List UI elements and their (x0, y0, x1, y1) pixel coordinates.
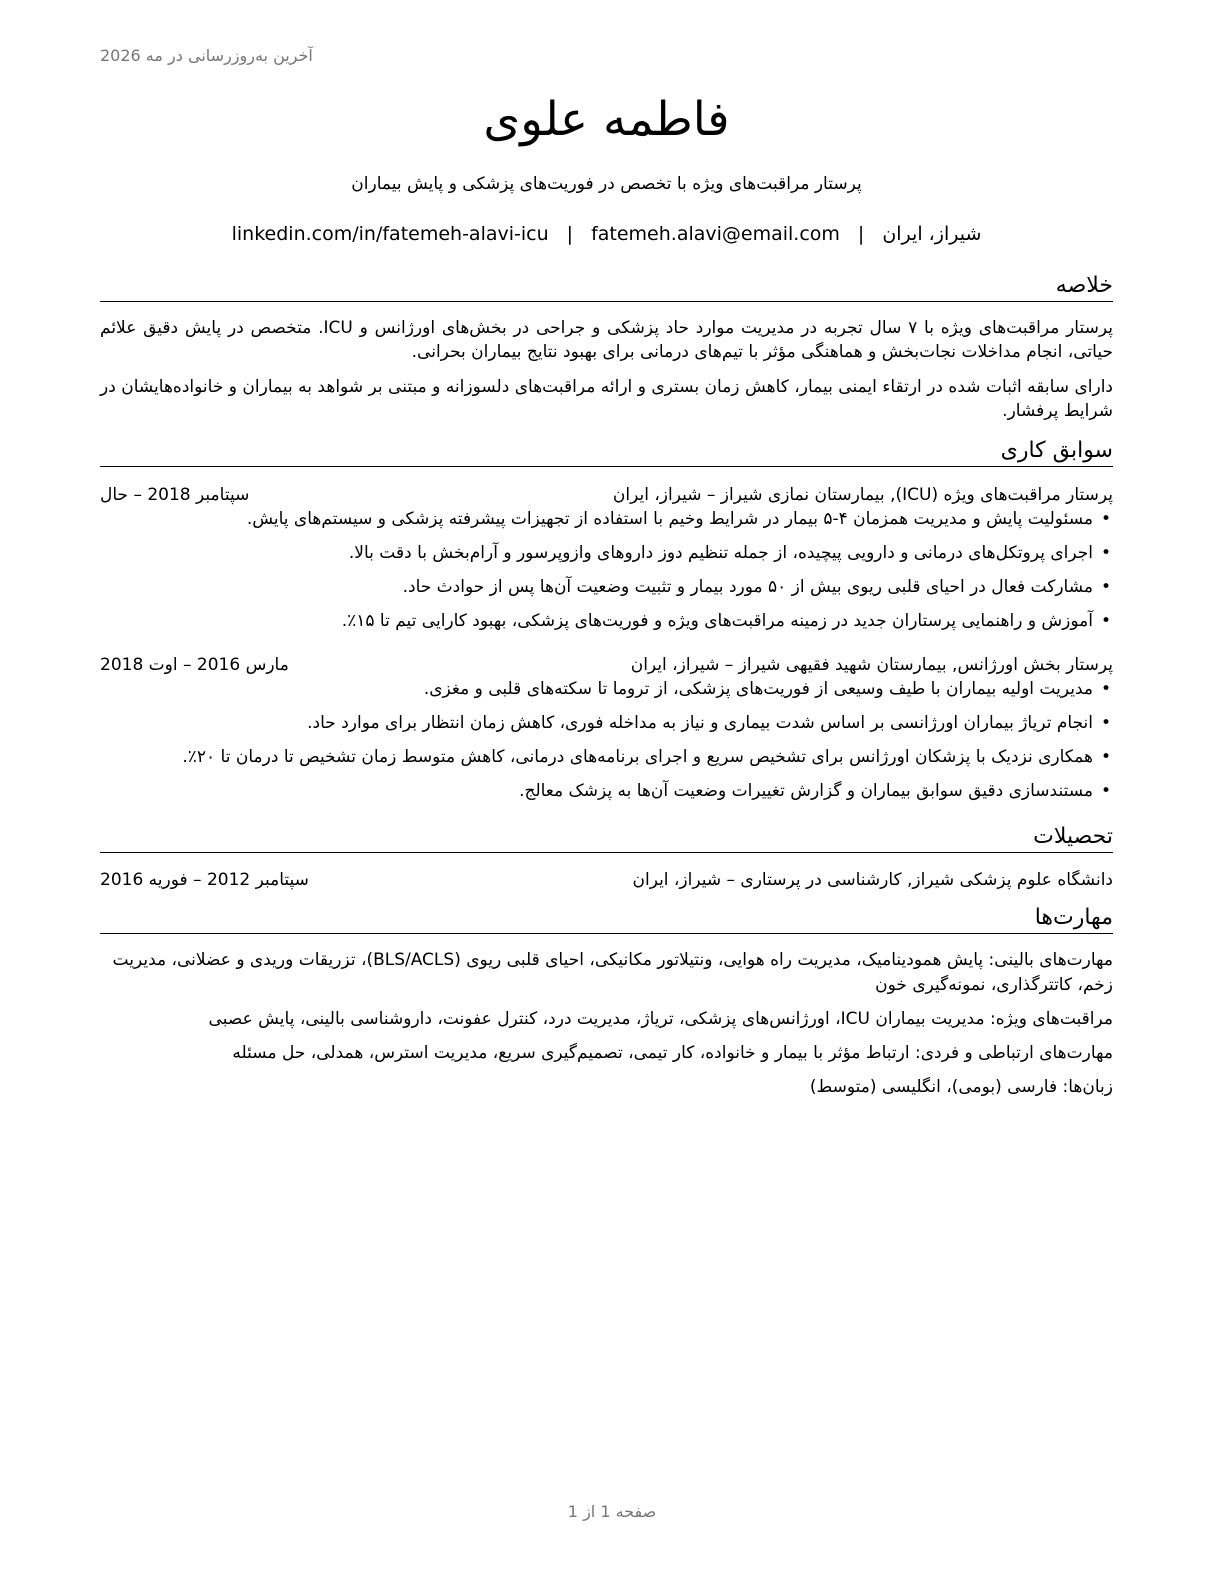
job-bullet: • مستندسازی دقیق سوابق بیماران و گزارش تغییرات وضعیت آن‌ها به پزشک معالج. (519, 781, 1111, 801)
experience-section-title: سوابق کاری (100, 437, 1113, 467)
job-bullet-list (100, 677, 1113, 803)
job-title: پرستار بخش اورژانس, بیمارستان شهید فقیهی شیراز – شیراز، ایران (630, 655, 1113, 675)
bullet-icon: • (1100, 679, 1111, 699)
education-entry (100, 868, 1113, 892)
job-header (100, 483, 1113, 507)
job-bullet: • همکاری نزدیک با پزشکان اورژانس برای تشخیص سریع و اجرای برنامه‌های درمانی، کاهش متوسط زمان تشخیص تا درمان تا ۲۰٪. (182, 747, 1111, 767)
resume-page (100, 90, 1113, 1100)
summary-paragraph: دارای سابقه اثبات شده در ارتقاء ایمنی بیمار، کاهش زمان بستری و ارائه مراقبت‌های دلسوزانه و مبتنی بر شواهد به بیماران و خانواده‌هایشان در شرایط پرفشار. (100, 377, 1113, 421)
contact-line (100, 221, 1113, 247)
linkedin-link[interactable]: linkedin.com/in/fatemeh-alavi-icu (231, 223, 549, 245)
education-dates: سپتامبر 2012 – فوریه 2016 (100, 870, 309, 890)
page-number: صفحه 1 از 1 (567, 1502, 657, 1521)
skill-line: زبان‌ها: فارسی (بومی)، انگلیسی (متوسط) (809, 1077, 1113, 1097)
skills-list (100, 948, 1113, 1100)
job-bullet-list (100, 507, 1113, 633)
location-text: شیراز، ایران (882, 223, 982, 245)
skill-line: مهارت‌های بالینی: پایش همودینامیک، مدیریت راه هوایی، ونتیلاتور مکانیکی، احیای قلبی ریوی (BLS/ACLS)، تزریقات وریدی و عضلانی، مدیریت زخم، کاتترگذاری، نمونه‌گیری خون (112, 950, 1113, 995)
education-section-title: تحصیلات (100, 823, 1113, 853)
bullet-icon: • (1100, 713, 1111, 733)
bullet-icon: • (1100, 543, 1111, 563)
candidate-name: فاطمه علوی (483, 92, 730, 147)
last-updated-note: آخرین به‌روزرسانی در مه 2026 (100, 46, 313, 65)
job-entry (100, 483, 1113, 633)
bullet-icon: • (1100, 747, 1111, 767)
summary-paragraph: پرستار مراقبت‌های ویژه با ۷ سال تجربه در مدیریت موارد حاد پزشکی و جراحی در بخش‌های اورژانس و ICU. متخصص در پایش دقیق علائم حیاتی، انجام مداخلات نجات‌بخش و هماهنگی مؤثر با تیم‌های درمانی برای بهبود نتایج بیماران بحرانی. (100, 318, 1113, 362)
skill-line: مهارت‌های ارتباطی و فردی: ارتباط مؤثر با بیمار و خانواده، کار تیمی، تصمیم‌گیری سریع، مدیریت استرس، همدلی، حل مسئله (232, 1043, 1113, 1063)
job-bullet: • مدیریت اولیه بیماران با طیف وسیعی از فوریت‌های پزشکی، از تروما تا سکته‌های قلبی و مغزی. (423, 679, 1111, 699)
job-bullet: • آموزش و راهنمایی پرستاران جدید در زمینه مراقبت‌های ویژه و فوریت‌های پزشکی، بهبود کارایی تیم تا ۱۵٪. (341, 611, 1111, 631)
bullet-icon: • (1100, 509, 1111, 529)
candidate-headline: پرستار مراقبت‌های ویژه با تخصص در فوریت‌های پزشکی و پایش بیماران (351, 174, 862, 194)
education-title: دانشگاه علوم پزشکی شیراز, کارشناسی در پرستاری – شیراز، ایران (632, 870, 1113, 890)
bullet-icon: • (1100, 611, 1111, 631)
job-title: پرستار مراقبت‌های ویژه (ICU), بیمارستان نمازی شیراز – شیراز، ایران (612, 485, 1113, 505)
job-entry (100, 653, 1113, 803)
job-bullet: • مسئولیت پایش و مدیریت همزمان ۴-۵ بیمار در شرایط وخیم با استفاده از تجهیزات پیشرفته پزشکی و سیستم‌های پایش. (246, 509, 1111, 529)
summary-section-title: خلاصه (100, 272, 1113, 302)
bullet-icon: • (1100, 577, 1111, 597)
bullet-icon: • (1100, 781, 1111, 801)
job-dates: مارس 2016 – اوت 2018 (100, 655, 289, 675)
contact-separator: | (857, 223, 865, 245)
skills-section-title: مهارت‌ها (100, 904, 1113, 934)
job-bullet: • انجام تریاژ بیماران اورژانسی بر اساس شدت بیماری و نیاز به مداخله فوری، کاهش زمان انتظار برای موارد حاد. (307, 713, 1111, 733)
job-bullet: • اجرای پروتکل‌های درمانی و دارویی پیچیده، از جمله تنظیم دوز داروهای وازوپرسور و آرام‌بخش با دقت بالا. (348, 543, 1111, 563)
email-link[interactable]: fatemeh.alavi@email.com (591, 223, 840, 245)
skill-line: مراقبت‌های ویژه: مدیریت بیماران ICU، اورژانس‌های پزشکی، تریاژ، مدیریت درد، کنترل عفونت، داروشناسی بالینی، پایش عصبی (208, 1009, 1113, 1029)
contact-separator: | (566, 223, 574, 245)
job-header (100, 653, 1113, 677)
job-bullet: • مشارکت فعال در احیای قلبی ریوی بیش از ۵۰ مورد بیمار و تثبیت وضعیت آن‌ها پس از حوادث حاد. (402, 577, 1111, 597)
job-dates: سپتامبر 2018 – حال (100, 485, 250, 505)
